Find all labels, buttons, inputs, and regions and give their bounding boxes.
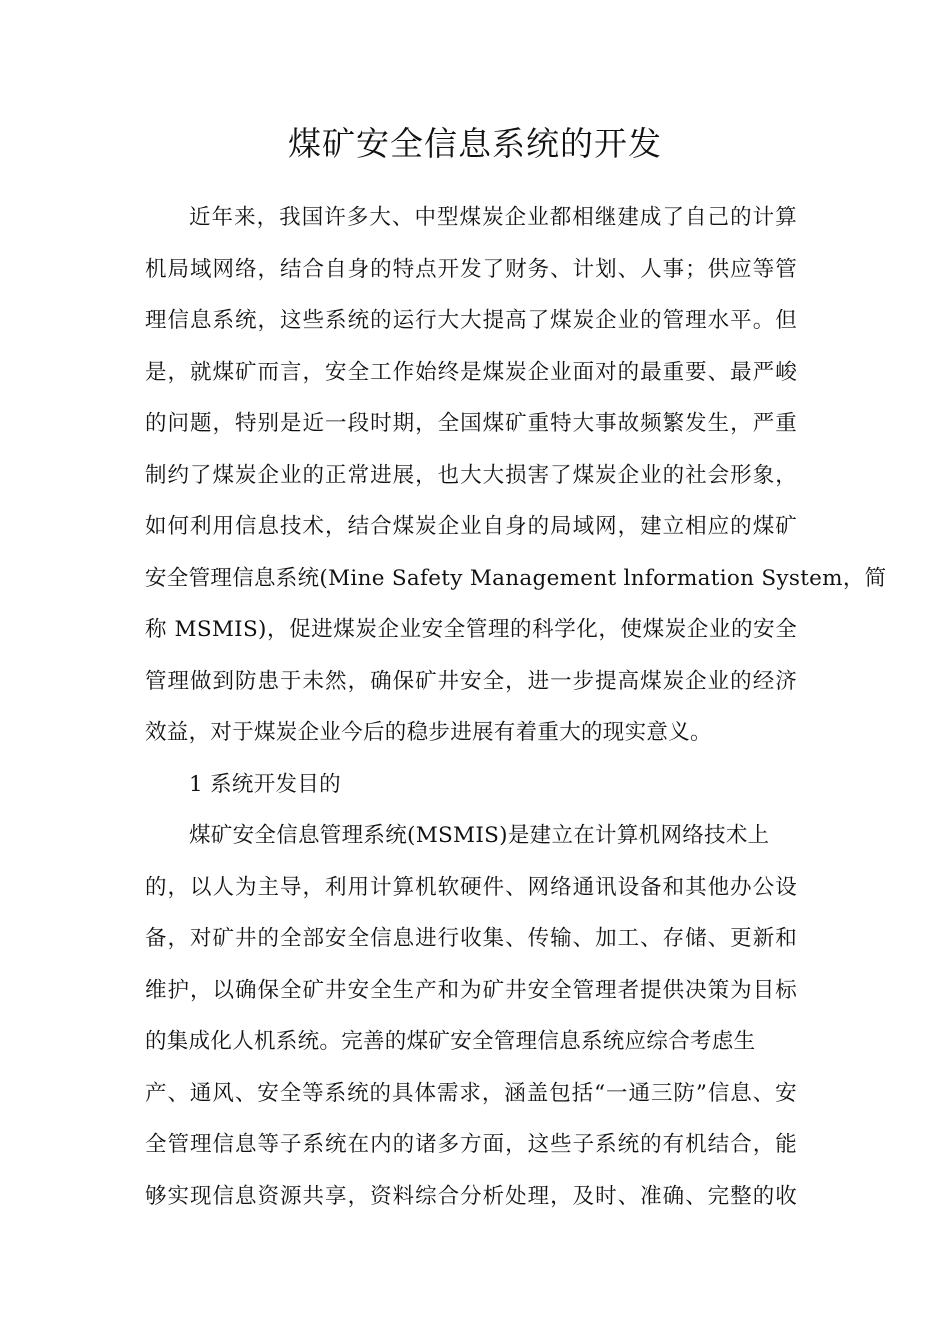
paragraph-line: 如何利用信息技术，结合煤炭企业自身的局域网，建立相应的煤矿 — [145, 514, 797, 539]
paragraph-line: 效益，对于煤炭企业今后的稳步进展有着重大的现实意义。 — [145, 720, 712, 745]
paragraph-line: 全管理信息等子系统在内的诸多方面，这些子系统的有机结合，能 — [145, 1132, 797, 1157]
section-heading: 1 系统开发目的 — [189, 771, 341, 797]
paragraph-line: 近年来，我国许多大、中型煤炭企业都相继建成了自己的计算 — [189, 205, 797, 230]
document-body — [145, 192, 887, 1222]
paragraph-line: 管理做到防患于未然，确保矿井安全，进一步提高煤炭企业的经济 — [145, 668, 797, 694]
paragraph-line: 的问题，特别是近一段时期，全国煤矿重特大事故频繁发生，严重 — [145, 411, 797, 436]
document-title: 煤矿安全信息系统的开发 — [288, 124, 662, 163]
paragraph-line: 理信息系统，这些系统的运行大大提高了煤炭企业的管理水平。但 — [145, 308, 797, 333]
paragraph-line: 称 MSMIS)，促进煤炭企业安全管理的科学化，使煤炭企业的安全 — [145, 617, 797, 642]
paragraph-line: 的集成化人机系统。完善的煤矿安全管理信息系统应综合考虑生 — [145, 1029, 756, 1054]
paragraph-line: 机局域网络，结合自身的特点开发了财务、计划、人事；供应等管 — [145, 256, 797, 282]
paragraph-line: 备，对矿井的全部安全信息进行收集、传输、加工、存储、更新和 — [145, 926, 797, 951]
paragraph-line: 安全管理信息系统(Mine Safety Management lnformation System，简 — [145, 565, 887, 591]
paragraph-line: 的，以人为主导，利用计算机软硬件、网络通讯设备和其他办公设 — [145, 874, 797, 900]
paragraph-line: 够实现信息资源共享，资料综合分析处理，及时、准确、完整的收 — [145, 1183, 797, 1209]
paragraph-line: 是，就煤矿而言，安全工作始终是煤炭企业面对的最重要、最严峻 — [145, 359, 797, 385]
paragraph-line: 维护，以确保全矿井安全生产和为矿井安全管理者提供决策为目标 — [145, 977, 797, 1003]
paragraph-line: 制约了煤炭企业的正常进展，也大大损害了煤炭企业的社会形象， — [145, 462, 797, 488]
paragraph-line: 煤矿安全信息管理系统(MSMIS)是建立在计算机网络技术上 — [189, 823, 770, 848]
paragraph-line: 产、通风、安全等系统的具体需求，涵盖包括“一通三防”信息、安 — [145, 1080, 797, 1106]
